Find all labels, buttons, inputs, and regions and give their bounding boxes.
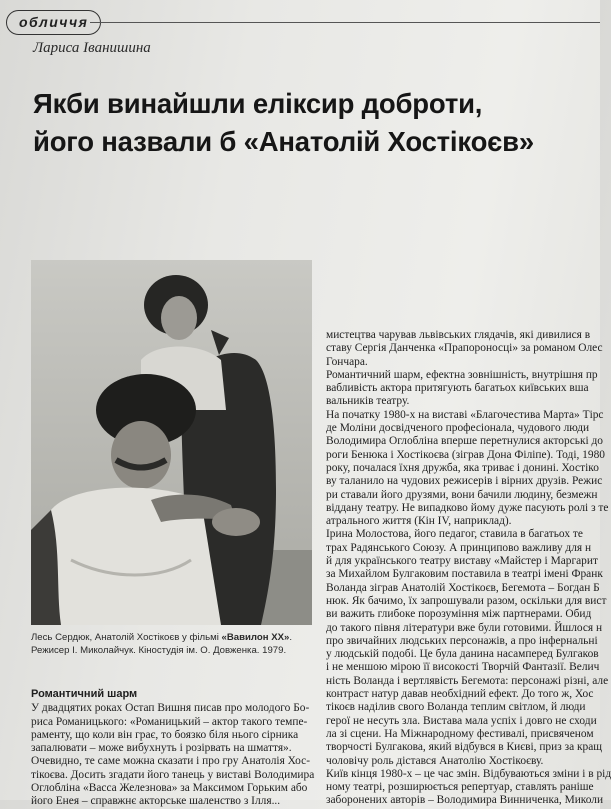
- left-column-body: [31, 702, 320, 808]
- text-line: у людській подобі. Це була данина насамперед Булгаков: [326, 648, 599, 661]
- text-line: вабливість актора притягують багатьох київських вша: [326, 382, 589, 395]
- text-line: Оглобліна «Васса Железнова» за Максимом Горьким або: [31, 782, 308, 795]
- text-line: Володимира Оглобліна вперше перетнулися акторські до: [326, 435, 603, 448]
- text-line: року, почалася їхня дружба, яка триває і донині. Хостіко: [326, 461, 599, 474]
- headline-line-1: Якби винайшли еліксир доброти,: [33, 88, 483, 119]
- text-line: ставу Сергія Данченка «Прапороносці» за романом Олес: [326, 342, 603, 355]
- caption-film-title: «Вавилон XX»: [221, 632, 290, 643]
- caption-line-1: [31, 631, 331, 644]
- text-line: ву таланило на чудових режисерів і вірних друзів. Режис: [326, 475, 603, 488]
- text-line: ному театрі, розширюється репертуар, ставлять раніше: [326, 781, 594, 794]
- headline-line-2: його назвали б «Анатолій Хостікоєв»: [33, 126, 534, 157]
- text-line: де Моліни досвідченого професіонала, чудового люди: [326, 422, 590, 435]
- text-line: У двадцятих роках Остап Вишня писав про молодого Бо-: [31, 702, 310, 715]
- text-line: Очевидно, те саме можна сказати і про гру Анатолія Хос-: [31, 755, 310, 768]
- text-line: атрального життя (Кін IV, наприклад).: [326, 515, 512, 528]
- article-headline: [33, 85, 603, 161]
- text-line: тікоєв наділив свого Воланда теплим світлом, й люди: [326, 701, 586, 714]
- author-byline: Лариса Іванишина: [33, 40, 151, 56]
- text-line: його Енея – справжнє акторське шаленство з Ілля...: [31, 795, 281, 808]
- text-line: ви важить глибоке порозуміння між партнерами. Обид: [326, 608, 592, 621]
- text-line: ла зі сцени. На Міжнародному фестивалі, присвяченом: [326, 727, 594, 740]
- film-still-photo: [31, 260, 312, 625]
- text-line: контраст натур давав необхідний ефект. До того ж, Хос: [326, 688, 594, 701]
- text-line: до такого півня літератури вже були готовими. Йшлося н: [326, 621, 603, 634]
- section-subheading: Романтичний шарм: [31, 688, 138, 700]
- text-line: риса Романицького: «Романицький – актор такого темпе-: [31, 715, 308, 728]
- text-line: Київ кінця 1980-х – це час змін. Відбуваються зміни і в рід: [326, 767, 611, 780]
- text-line: творчості Булгакова, який відбувся в Києві, приз за кращ: [326, 741, 603, 754]
- text-line: вальників театру.: [326, 395, 410, 408]
- caption-line-2: Режисер І. Миколайчук. Кіностудія ім. О. Довженка. 1979.: [31, 645, 287, 656]
- text-line: Гончара.: [326, 355, 368, 368]
- text-line: чоловічу роль дістався Анатолію Хостікоєву.: [326, 754, 544, 767]
- text-line: ність Воланда і вертлявість Бегемота: персонажі різні, але: [326, 674, 609, 687]
- caption-period: .: [289, 632, 293, 643]
- text-line: раменту, що коли він грає, то боязко біля нього сірника: [31, 728, 299, 741]
- text-line: На початку 1980-х на виставі «Благочестива Марта» Тірс: [326, 408, 604, 421]
- caption-text: Лесь Сердюк, Анатолій Хостікоєв у фільмі: [31, 632, 222, 643]
- text-line: й для українського театру виставу «Майстер і Маргарит: [326, 555, 598, 568]
- text-line: віддану театру. Не випадково йому дуже пасують ролі з те: [326, 501, 609, 514]
- text-line: трах Радянського Союзу. А принципово важливу для н: [326, 541, 592, 554]
- text-line: Ірина Молостова, його педагог, ставила в багатьох те: [326, 528, 583, 541]
- text-line: і не меншою мірою її високості Творчій Фантазії. Велич: [326, 661, 600, 674]
- text-line: тікоєва. Досить згадати його танець у виставі Володимира: [31, 768, 315, 781]
- text-line: запалювати – може вибухнуть і розірвать на шмаття».: [31, 742, 292, 755]
- header-rule: [90, 22, 600, 23]
- text-line: Воланда зіграв Анатолій Хостікоєв, Бегемота – Богдан Б: [326, 581, 600, 594]
- text-line: за Михайлом Булгаковим поставила в театрі імені Франк: [326, 568, 603, 581]
- text-line: роги Бенюка і Хостікоєва (зіграв Дона Філіпе). Тоді, 1980: [326, 448, 605, 461]
- film-still-illustration: [31, 260, 312, 625]
- article-left-column: [31, 688, 320, 809]
- text-line: заборонених авторів – Володимира Винниченка, Миколи: [326, 794, 604, 807]
- text-line: нюк. Як бачимо, їх запрошували разом, оскільки для вист: [326, 594, 607, 607]
- text-line: мистецтва чарував львівських глядачів, які дивилися в: [326, 329, 591, 341]
- text-line: ри ставали його друзями, вони бачили людину, безмежн: [326, 488, 598, 501]
- section-tag: обличчя: [6, 10, 101, 35]
- photo-caption: [31, 631, 331, 657]
- article-right-column: [326, 329, 611, 808]
- text-line: Романтичний шарм, ефектна зовнішність, внутрішня пр: [326, 368, 598, 381]
- text-line: про звичайних людських персонажів, а про інфернальні: [326, 634, 598, 647]
- text-line: герої не несуть зла. Вистава мала успіх і довго не сходи: [326, 714, 597, 727]
